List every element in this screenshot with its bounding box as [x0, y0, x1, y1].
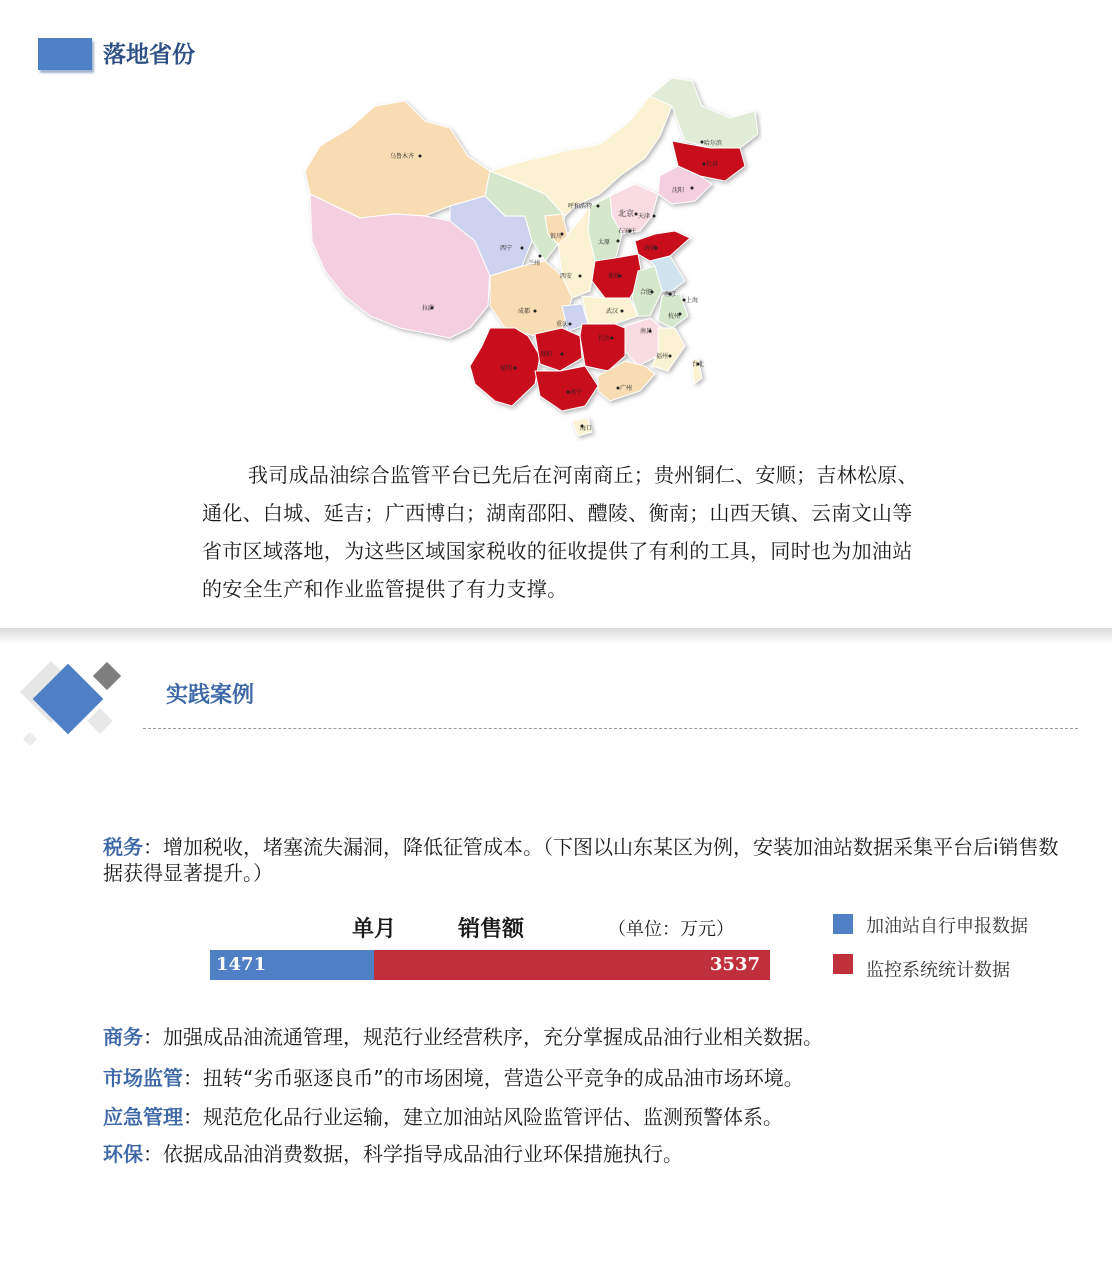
- city-label: 银川: [550, 233, 563, 240]
- section-title: 落地省份: [103, 42, 195, 68]
- item-text: ：扭转“劣币驱逐良币”的市场困境，营造公平竞争的成品油市场环境。: [183, 1066, 804, 1090]
- city-label: 西宁: [500, 245, 513, 252]
- bar-label-declared: 1471: [216, 954, 267, 975]
- legend-swatch-monitored: [833, 954, 853, 974]
- intro-paragraph: 我司成品油综合监管平台已先后在河南商丘；贵州铜仁、安顺；吉林松原、通化、白城、延吉；广西博白；湖南邵阳、醴陵、衡南；山西天镇、云南文山等省市区域落地，为这些区域国家税收的征收提供了有利的工具，同时也为加油站的安全生产和作业监管提供了有力支撑。: [202, 463, 918, 601]
- city-label: 台北: [692, 361, 705, 368]
- city-label: 武汉: [606, 308, 619, 315]
- legend-swatch-declared: [833, 914, 853, 934]
- city-label: 南京: [664, 291, 677, 298]
- legend-label-declared: 加油站自行申报数据: [866, 916, 1028, 937]
- item-label: 市场监管: [103, 1066, 183, 1090]
- legend-label-monitored: 监控系统统计数据: [866, 960, 1010, 981]
- city-label: 南宁: [570, 389, 583, 396]
- city-label: 呼和浩特: [568, 203, 593, 210]
- city-label: 上海: [686, 297, 699, 304]
- item-text: ：规范危化品行业运输，建立加油站风险监管评估、监测预警体系。: [183, 1105, 783, 1129]
- city-label: 郑州: [608, 273, 621, 280]
- section-marker: [38, 38, 92, 70]
- diamond-decoration: [15, 660, 145, 750]
- section-divider: [0, 628, 1112, 644]
- city-label: 长春: [706, 161, 719, 168]
- city-label: 石家庄: [618, 228, 637, 235]
- city-label: 成都: [518, 308, 531, 315]
- city-label: 杭州: [668, 313, 681, 320]
- commerce-item: [103, 1024, 823, 1050]
- city-label: 昆明: [500, 365, 513, 372]
- city-label: 海口: [580, 425, 593, 432]
- city-label: 西安: [560, 273, 573, 280]
- city-label: 济南: [644, 245, 657, 252]
- city-label: 合肥: [640, 289, 653, 296]
- china-map-svg: [300, 66, 762, 442]
- bar-label-monitored: 3537: [709, 954, 760, 975]
- item-text: ：加强成品油流通管理，规范行业经营秩序，充分掌握成品油行业相关数据。: [143, 1025, 823, 1049]
- city-label: 哈尔滨: [704, 140, 723, 147]
- city-label: 北京: [618, 209, 634, 218]
- item-label: 环保: [103, 1142, 143, 1166]
- dashed-rule: [143, 728, 1078, 729]
- region-guizhou: [535, 328, 582, 371]
- city-label: 拉萨: [422, 305, 435, 312]
- city-label: 乌鲁木齐: [390, 153, 415, 160]
- item-label: 应急管理: [103, 1105, 183, 1129]
- chart-title-part2: 销售额: [458, 917, 525, 942]
- city-label: 福州: [656, 353, 669, 360]
- item-text: ：依据成品油消费数据，科学指导成品油行业环保措施执行。: [143, 1142, 683, 1166]
- city-label: 重庆: [556, 321, 569, 328]
- sales-bar-chart: [210, 950, 770, 980]
- city-label: 南昌: [640, 328, 653, 335]
- emergency-item: [103, 1104, 783, 1130]
- item-text: ：增加税收，堵塞流失漏洞，降低征管成本。（下图以山东某区为例，安装加油站数据采集平台后i销售数据获得显著提升。）: [103, 835, 1059, 885]
- tax-item: [103, 834, 1063, 886]
- city-label: 广州: [620, 385, 633, 392]
- item-label: 税务: [103, 835, 143, 859]
- chart-title-part1: 单月: [352, 917, 397, 942]
- city-label: 太原: [598, 239, 611, 246]
- city-label: 沈阳: [672, 187, 685, 194]
- city-label: 长沙: [598, 335, 611, 342]
- city-label: 贵阳: [540, 351, 553, 358]
- city-label: 天津: [638, 213, 651, 220]
- city-label: 兰州: [528, 260, 541, 267]
- chart-unit: （单位：万元）: [608, 919, 734, 940]
- market-item: [103, 1065, 804, 1091]
- china-map: [300, 66, 762, 442]
- env-item: [103, 1141, 683, 1167]
- section-title: 实践案例: [166, 683, 255, 708]
- item-label: 商务: [103, 1025, 143, 1049]
- region-guangxi: [535, 366, 598, 411]
- region-hunan: [580, 324, 625, 371]
